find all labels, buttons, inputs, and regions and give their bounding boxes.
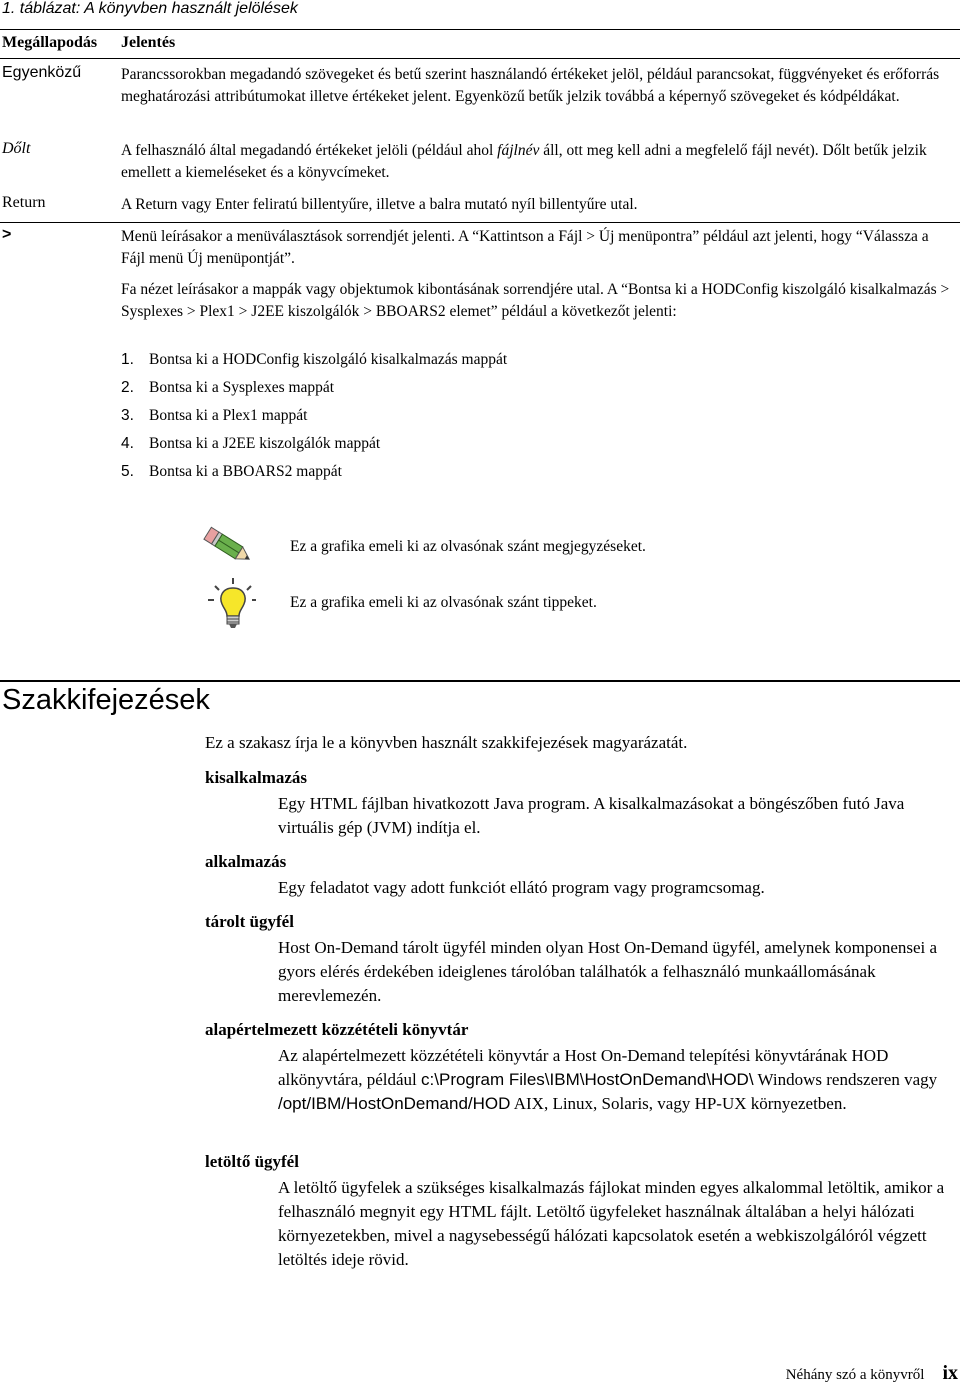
- footer-text: Néhány szó a könyvről: [785, 1367, 925, 1383]
- term-cached-client: tárolt ügyfél: [205, 912, 294, 931]
- step-number: 3.: [121, 407, 134, 424]
- step-item: [121, 430, 507, 458]
- def-applet: Egy HTML fájlban hivatkozott Java program. A kisalkalmazásokat a böngészőben futó Java virtuális gép (JVM) indítja el.: [278, 794, 905, 837]
- row-text-italic-part1: A felhasználó által megadandó értékeket jelöli (például ahol: [121, 142, 498, 159]
- table-caption: 1. táblázat: A könyvben használt jelölések: [2, 0, 298, 17]
- column-header-convention: Megállapodás: [2, 34, 98, 51]
- step-text: Bontsa ki a Plex1 mappát: [149, 407, 308, 424]
- table-header-rule: [0, 58, 960, 59]
- unix-path: /opt/IBM/HostOnDemand/HOD: [278, 1094, 511, 1113]
- def-cached-client: Host On-Demand tárolt ügyfél minden olyan Host On-Demand ügyfél, amelynek komponensei a gyors elérés érdekében ideiglenes tárolóban találhatók a felhasználó munkaállomásának merevlemezén.: [278, 938, 938, 1005]
- step-text: Bontsa ki a Sysplexes mappát: [149, 379, 335, 396]
- step-number: 1.: [121, 351, 134, 368]
- row-text-italic-part2: áll, ott meg kell adni a megfelelő fájl nevét). Dőlt betűk jelzik emellett a kiemeléseket és a könyvcímeket.: [121, 142, 927, 181]
- step-number: 2.: [121, 379, 134, 396]
- row-label-monospace: Egyenközű: [2, 64, 82, 81]
- lightbulb-icon: [200, 576, 256, 637]
- def-application: Egy feladatot vagy adott funkciót ellátó program vagy programcsomag.: [278, 878, 765, 897]
- row-text-italic: [121, 140, 951, 184]
- step-text: Bontsa ki a HODConfig kiszolgáló kisalkalmazás mappát: [149, 351, 508, 368]
- term-default-publish-dir: alapértelmezett közzétételi könyvtár: [205, 1020, 469, 1039]
- def-download-client: A letöltő ügyfelek a szükséges kisalkalmazás fájlokat minden egyes alkalommal letöltik, amikor a felhasználó megnyit egy HTML fájlt. Letöltő ügyfeleket használnak általában a helyi hálózati környezetekben, mivel a nagysebességű hálózati kapcsolatok esetén a webkiszolgálóról végzett letöltés ideje rövid.: [278, 1178, 945, 1269]
- step-text: Bontsa ki a BBOARS2 mappát: [149, 463, 342, 480]
- def-default-publish-dir-part3: AIX, Linux, Solaris, vagy HP-UX környezetben.: [510, 1094, 847, 1113]
- row-text-monospace: Parancssorokban megadandó szövegeket és betű szerint használandó értékeket jelöl, például parancsokat, függvényeket és erőforrás meghatározási attribútumokat illetve értékeket jelent. Egyenközű betűk jelzik továbbá a képernyő szövegeket és kódpéldákat.: [121, 66, 940, 105]
- tip-icon-text: Ez a grafika emeli ki az olvasónak szánt tippeket.: [290, 594, 597, 611]
- table-top-rule: [0, 29, 960, 30]
- step-item: [121, 402, 507, 430]
- row-text-tree: Fa nézet leírásakor a mappák vagy objektumok kibontásának sorrendjére utal. A “Bontsa ki a HODConfig kiszolgáló kisalkalmazás > Sysplexes > Plex1 > J2EE kiszolgálók > BBOARS2 elemet” például a következőt jelenti:: [121, 281, 950, 320]
- row-label-italic: Dőlt: [2, 140, 31, 157]
- step-item: [121, 374, 507, 402]
- section-title: Szakkifejezések: [2, 684, 210, 716]
- def-default-publish-dir-part2: Windows rendszeren vagy: [753, 1070, 938, 1089]
- pencil-icon: [200, 522, 256, 575]
- windows-path: c:\Program Files\IBM\HostOnDemand\HOD\: [421, 1070, 754, 1089]
- step-item: [121, 346, 507, 374]
- row-text-italic-emphasis: fájlnév: [497, 142, 540, 159]
- page-footer: [786, 1362, 958, 1385]
- row-label-arrow: >: [2, 226, 12, 243]
- def-default-publish-dir-part1: Az alapértelmezett közzétételi könyvtár a Host On-Demand telepítési könyvtárának HOD alkönyvtára, például: [278, 1046, 889, 1089]
- row-text-menu: Menü leírásakor a menüválasztások sorrendjét jelenti. A “Kattintson a Fájl > Új menüpontra” például azt jelenti, hogy “Válassza a Fájl menü Új menüpontját”.: [121, 228, 929, 267]
- row-label-return: Return: [2, 194, 46, 211]
- term-application: alkalmazás: [205, 852, 287, 871]
- column-header-meaning: Jelentés: [121, 34, 176, 51]
- step-text: Bontsa ki a J2EE kiszolgálók mappát: [149, 435, 381, 452]
- steps-list: [121, 346, 507, 486]
- note-icon-text: Ez a grafika emeli ki az olvasónak szánt megjegyzéseket.: [290, 538, 646, 555]
- row-text-return: A Return vagy Enter feliratú billentyűre, illetve a balra mutató nyíl billentyűre utal.: [121, 196, 638, 213]
- section-intro: Ez a szakasz írja le a könyvben használt szakkifejezések magyarázatát.: [205, 733, 688, 752]
- page-number: ix: [942, 1362, 958, 1384]
- def-default-publish-dir: [278, 1044, 950, 1116]
- term-applet: kisalkalmazás: [205, 768, 308, 787]
- step-number: 4.: [121, 435, 134, 452]
- step-number: 5.: [121, 463, 134, 480]
- step-item: [121, 458, 507, 486]
- term-download-client: letöltő ügyfél: [205, 1152, 299, 1171]
- table-row-rule: [0, 222, 960, 223]
- section-rule: [0, 680, 960, 682]
